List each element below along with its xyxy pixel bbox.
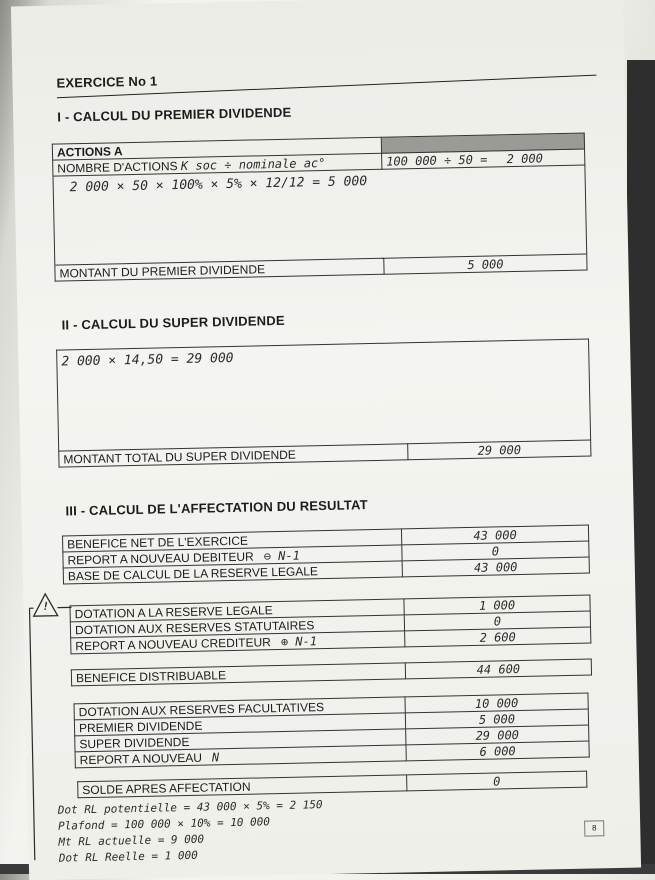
group2-note: ⊕ N-1	[281, 634, 317, 649]
section1-calc-line: 2 000 × 50 × 100% × 5% × 12/12 = 5 000	[70, 174, 368, 195]
nombre-actions-value: 2 000	[507, 151, 543, 166]
group1-table	[62, 525, 590, 585]
group1-value: 43 000	[401, 525, 588, 545]
handwritten-note: Mt RL actuelle = 9 000	[58, 833, 204, 849]
section1-calc-area	[53, 165, 587, 265]
group1-label: REPORT A NOUVEAU DEBITEUR	[67, 549, 254, 567]
section2-table	[56, 338, 591, 467]
group2-value: 1 000	[404, 595, 590, 615]
group3-table	[74, 693, 590, 769]
super-dividende-value: 29 000	[408, 440, 591, 460]
super-dividende-label: MONTANT TOTAL DU SUPER DIVIDENDE	[59, 444, 408, 467]
section1-heading: I - CALCUL DU PREMIER DIVIDENDE	[57, 105, 291, 125]
nombre-actions-calc: 100 000 ÷ 50 =	[386, 152, 487, 168]
group2-label: REPORT A NOUVEAU CREDITEUR	[75, 635, 271, 653]
nombre-actions-label: NOMBRE D'ACTIONS	[57, 159, 178, 176]
group1-label: BASE DE CALCUL DE LA RESERVE LEGALE	[68, 564, 318, 583]
section2-heading: II - CALCUL DU SUPER DIVIDENDE	[61, 313, 284, 333]
group3-value: 6 000	[406, 741, 589, 761]
section2-calc-area	[57, 339, 591, 451]
warning-mark: !	[42, 600, 49, 613]
solde-value: 0	[407, 771, 587, 791]
solde-table	[77, 771, 587, 799]
group3-note: N	[212, 750, 220, 764]
page-number: 8	[584, 820, 604, 836]
bracket-vertical	[30, 608, 35, 860]
group3-label: SUPER DIVIDENDE	[79, 734, 189, 750]
solde-label: SOLDE APRES AFFECTATION	[78, 775, 407, 798]
exercise-title: EXERCICE No 1	[56, 73, 157, 90]
section3-heading: III - CALCUL DE L'AFFECTATION DU RESULTAT	[65, 497, 368, 518]
group1-value: 43 000	[402, 557, 589, 577]
group2-value: 0	[404, 611, 590, 631]
group3-value: 5 000	[405, 709, 588, 729]
handwritten-note: Plafond = 100 000 × 10% = 10 000	[58, 815, 270, 832]
distributable-value: 44 600	[405, 659, 591, 679]
premier-dividende-value: 5 000	[384, 254, 587, 274]
group3-value: 10 000	[405, 693, 588, 713]
group2-table	[69, 594, 591, 654]
section2-calc-line: 2 000 × 14,50 = 29 000	[61, 351, 233, 370]
group2-label: DOTATION AUX RESERVES STATUTAIRES	[75, 618, 315, 637]
group3-label: PREMIER DIVIDENDE	[79, 718, 203, 735]
section1-table	[52, 133, 588, 282]
group2-label: DOTATION A LA RESERVE LEGALE	[75, 603, 273, 621]
premier-dividende-label: MONTANT DU PREMIER DIVIDENDE	[55, 258, 384, 281]
nombre-actions-note: K soc ÷ nominale ac°	[181, 155, 326, 172]
paper-sheet	[11, 0, 641, 880]
actions-a-header: ACTIONS A	[52, 137, 381, 160]
group1-label: BENEFICE NET DE L'EXERCICE	[67, 533, 248, 551]
group1-value: 0	[402, 541, 589, 561]
handwritten-note: Dot RL Reelle = 1 000	[59, 849, 198, 865]
distributable-label: BENEFICE DISTRIBUABLE	[71, 663, 405, 686]
handwritten-note: Dot RL potentielle = 43 000 × 5% = 2 150	[58, 798, 323, 817]
group3-value: 29 000	[406, 725, 589, 745]
group3-label: REPORT A NOUVEAU	[80, 750, 203, 767]
group2-value: 2 600	[405, 627, 591, 647]
group3-label: DOTATION AUX RESERVES FACULTATIVES	[79, 700, 325, 719]
distributable-table	[71, 658, 592, 686]
group1-note: ⊖ N-1	[264, 548, 300, 563]
